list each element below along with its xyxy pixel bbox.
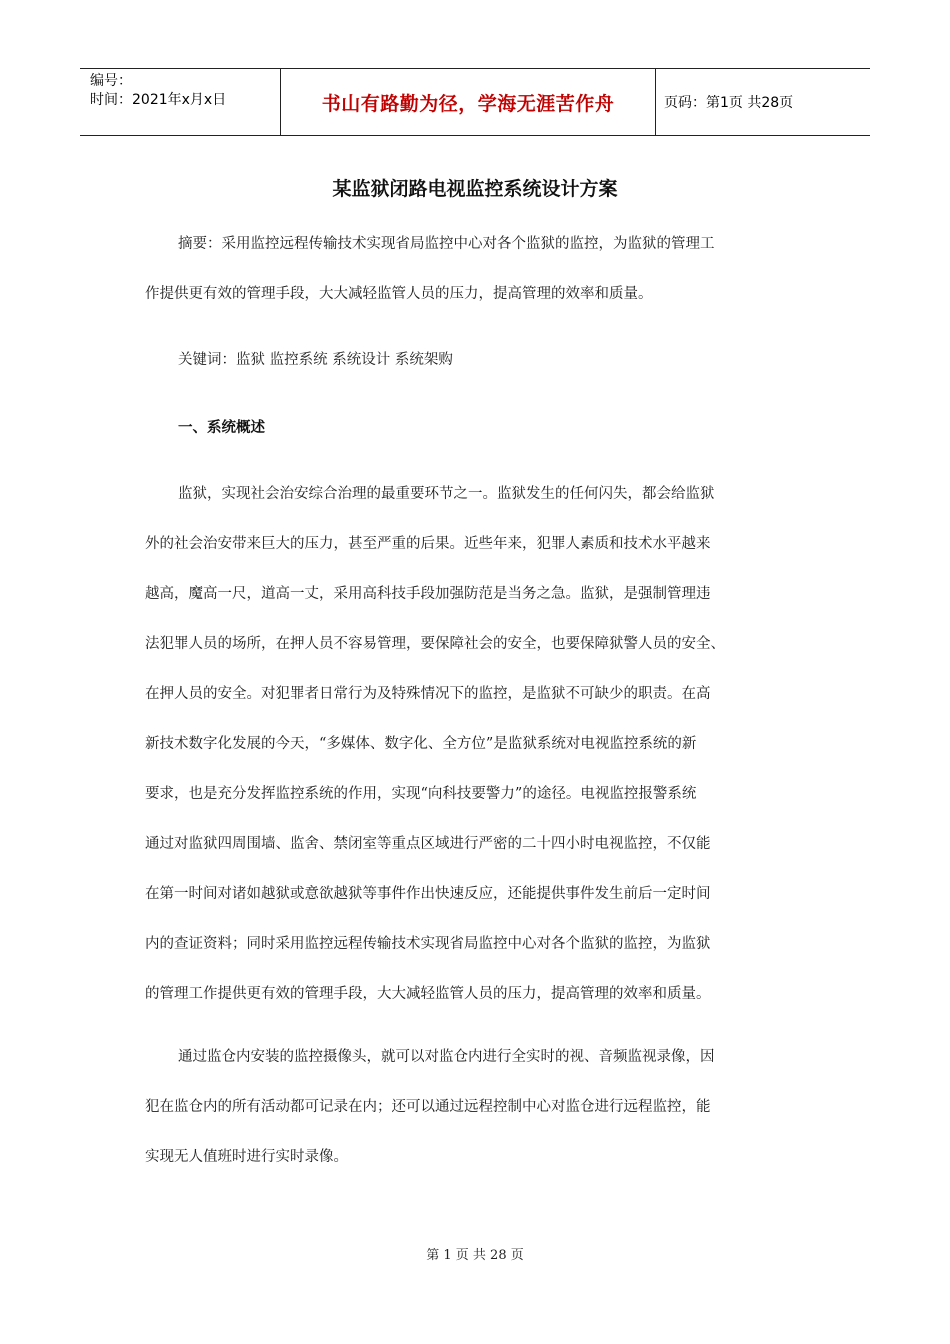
page-footer: 第 1 页 共 28 页: [426, 1248, 524, 1263]
text-line: 实现无人值班时进行实时录像。: [145, 1149, 348, 1165]
section-heading: 一、系统概述: [178, 419, 265, 436]
text-line: 新技术数字化发展的今天，“多媒体、数字化、全方位”是监狱系统对电视监控系统的新: [145, 736, 697, 752]
text-line: 越高，魔高一尺，道高一丈，采用高科技手段加强防范是当务之急。监狱，是强制管理违: [145, 586, 711, 602]
keywords-line: 关键词：监狱 监控系统 系统设计 系统架购: [178, 352, 453, 368]
header-motto: 书山有路勤为径，学海无涯苦作舟: [281, 69, 656, 135]
text-line: 法犯罪人员的场所，在押人员不容易管理，要保障社会的安全，也要保障狱警人员的安全、: [145, 636, 725, 652]
keywords-paragraph: [145, 349, 807, 399]
text-line: 摘要：采用监控远程传输技术实现省局监控中心对各个监狱的监控，为监狱的管理工: [178, 236, 715, 252]
serial-number-label: 编号：: [90, 73, 132, 89]
text-line: 通过监仓内安装的监控摄像头，就可以对监仓内进行全实时的视、音频监视录像，因: [178, 1049, 715, 1065]
document-header: [80, 68, 870, 136]
document-title: 某监狱闭路电视监控系统设计方案: [332, 178, 618, 200]
text-line: 监狱，实现社会治安综合治理的最重要环节之一。监狱发生的任何闪失，都会给监狱: [178, 486, 715, 502]
text-line: 通过对监狱四周围墙、监舍、禁闭室等重点区域进行严密的二十四小时电视监控，不仅能: [145, 836, 711, 852]
text-line: 在第一时间对诸如越狱或意欲越狱等事件作出快速反应，还能提供事件发生前后一定时间: [145, 886, 711, 902]
text-line: 在押人员的安全。对犯罪者日常行为及特殊情况下的监控，是监狱不可缺少的职责。在高: [145, 686, 711, 702]
text-line: 内的查证资料；同时采用监控远程传输技术实现省局监控中心对各个监狱的监控，为监狱: [145, 936, 711, 952]
header-page-code: 页码：第1页 共28页: [664, 95, 794, 111]
text-line: 要求，也是充分发挥监控系统的作用，实现“向科技要警力”的途径。电视监控报警系统: [145, 786, 697, 802]
text-line: 的管理工作提供更有效的管理手段，大大减轻监管人员的压力，提高管理的效率和质量。: [145, 986, 711, 1002]
text-line: 犯在监仓内的所有活动都可记录在内；还可以通过远程控制中心对监仓进行远程监控，能: [145, 1099, 711, 1115]
header-meta-cell: [80, 69, 281, 135]
body-paragraph-2: [145, 1046, 807, 1196]
date-label: 时间：2021年x月x日: [90, 92, 227, 108]
body-paragraph-1: [145, 483, 807, 1033]
abstract-paragraph: [145, 233, 807, 333]
text-line: 作提供更有效的管理手段，大大减轻监管人员的压力，提高管理的效率和质量。: [145, 286, 653, 302]
text-line: 外的社会治安带来巨大的压力，甚至严重的后果。近些年来，犯罪人素质和技术水平越来: [145, 536, 711, 552]
